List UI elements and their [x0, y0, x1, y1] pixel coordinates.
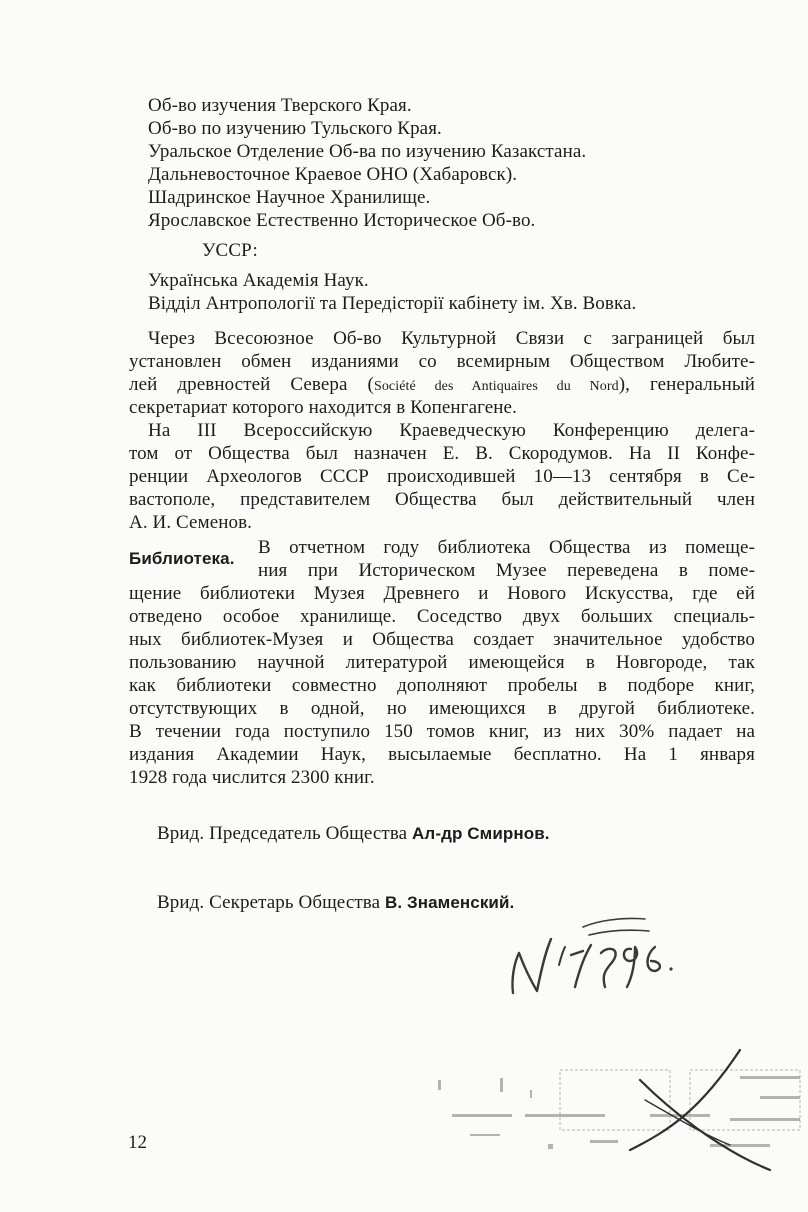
- paragraph-line: секретариат которого находится в Копенгагене.: [129, 397, 517, 418]
- library-line: В течении года поступило 150 томов книг, из них 30% падает на: [129, 721, 755, 742]
- page-number: 12: [128, 1132, 147, 1153]
- paragraph-line: На III Всероссийскую Краеведческую Конференцию делега-: [148, 420, 755, 441]
- library-stamp: [430, 1040, 808, 1180]
- french-society-name: Société des Antiquaires du Nord: [373, 379, 619, 394]
- library-line: как библиотеки совместно дополняют пробелы в подборе книг,: [129, 675, 755, 696]
- society-line: Уральское Отделение Об-ва по изучению Казакстана.: [148, 141, 587, 162]
- paragraph-line: Через Всесоюзное Об-во Культурной Связи с заграницей был: [148, 328, 755, 349]
- library-line: щение библиотеки Музея Древнего и Нового Искусства, где ей: [129, 583, 755, 604]
- paragraph-text: лей древностей Севера (: [129, 374, 374, 395]
- paragraph-line: том от Общества был назначен Е. В. Скородумов. На II Конфе-: [129, 443, 755, 464]
- society-line: Ярославское Естественно Историческое Об-во.: [148, 210, 536, 231]
- library-line: 1928 года числится 2300 книг.: [129, 767, 375, 788]
- paragraph-line: установлен обмен изданиями со всемирным Обществом Любите-: [129, 351, 755, 372]
- chair-title: Врид. Председатель Общества: [157, 823, 408, 844]
- library-heading: Библиотека.: [129, 549, 235, 568]
- library-line: ния при Историческом Музее переведена в поме-: [258, 560, 755, 581]
- paragraph-text: ), генеральный: [618, 374, 755, 395]
- paragraph-line: вастополе, представителем Общества был действительный член: [129, 489, 755, 510]
- library-line: ных библиотек-Музея и Общества создает значительное удобство: [129, 629, 755, 650]
- secretary-title: Врид. Секретарь Общества: [157, 892, 381, 913]
- society-line: Об-во по изучению Тульского Края.: [148, 118, 442, 139]
- ukraine-line: Українська Академія Наук.: [148, 270, 369, 291]
- society-line: Шадринское Научное Хранилище.: [148, 187, 431, 208]
- secretary-name: В. Знаменский.: [384, 893, 515, 912]
- chair-signature: [157, 823, 550, 845]
- ussr-heading: УССР:: [202, 240, 258, 261]
- library-line: отсутствующих в одной, но имеющихся в другой библиотеке.: [129, 698, 755, 719]
- paragraph-line: А. И. Семенов.: [129, 512, 253, 533]
- ukraine-line: Відділ Антропології та Передісторії кабінету ім. Хв. Вовка.: [148, 293, 637, 314]
- library-line: отведено особое хранилище. Соседство двух больших специаль-: [129, 606, 755, 627]
- paragraph-line: [129, 374, 755, 396]
- handwritten-number: [505, 905, 685, 1000]
- library-line: В отчетном году библиотека Общества из помеще-: [258, 537, 755, 558]
- chair-name: Ал-др Смирнов.: [412, 824, 550, 843]
- secretary-signature: [157, 892, 514, 914]
- paragraph-line: ренции Археологов СССР происходившей 10—13 сентября в Се-: [129, 466, 755, 487]
- society-line: Об-во изучения Тверского Края.: [148, 95, 412, 116]
- library-line: пользованию научной литературой имеющейся в Новгороде, так: [129, 652, 755, 673]
- library-line: издания Академии Наук, высылаемые бесплатно. На 1 января: [129, 744, 755, 765]
- society-line: Дальневосточное Краевое ОНО (Хабаровск).: [148, 164, 518, 185]
